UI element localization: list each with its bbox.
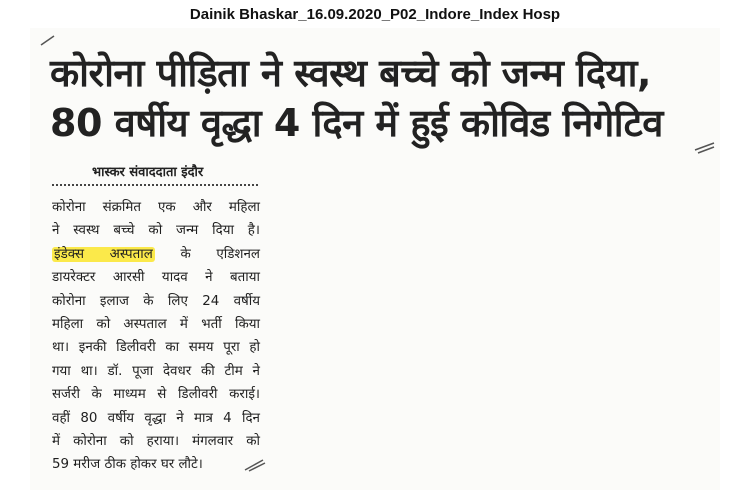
body-line <box>52 243 260 266</box>
body-line: वहीं 80 वर्षीय वृद्धा ने मात्र 4 दिन <box>52 410 260 426</box>
article-body <box>52 196 260 477</box>
document-caption: Dainik Bhaskar_16.09.2020_P02_Indore_Index Hosp <box>189 6 561 23</box>
dotted-divider <box>52 184 258 186</box>
body-line: गया था। डॉ. पूजा देवधर की टीम ने <box>52 363 260 379</box>
body-line: था। इनकी डिलीवरी का समय पूरा हो <box>52 340 260 356</box>
highlighted-hospital-name: इंडेक्स अस्पताल <box>54 246 153 262</box>
body-line: कोरोना संक्रमित एक और महिला <box>52 200 260 215</box>
body-line: महिला को अस्पताल में भर्ती किया <box>52 317 260 333</box>
body-line: 59 मरीज ठीक होकर घर लौटे। <box>52 457 203 473</box>
scissor-corner-mark-top-left <box>40 34 56 46</box>
body-line-text: के एडिशनल <box>154 246 260 262</box>
body-line: ने स्वस्थ बच्चे को जन्म दिया है। <box>52 223 260 239</box>
headline-line-2: 80 वर्षीय वृद्धा 4 दिन में हुई कोविड निगेटिव <box>50 101 663 145</box>
headline-line-1: कोरोना पीड़िता ने स्वस्थ बच्चे को जन्म दिया, <box>50 51 651 95</box>
body-line: में कोरोना को हराया। मंगलवार को <box>52 434 260 450</box>
body-line: सर्जरी के माध्यम से डिलीवरी कराई। <box>52 387 260 403</box>
byline: भास्कर संवाददाता इंदौर <box>92 165 204 180</box>
body-line: डायरेक्टर आरसी यादव ने बताया <box>52 270 260 286</box>
body-line: कोरोना इलाज के लिए 24 वर्षीय <box>52 293 260 309</box>
